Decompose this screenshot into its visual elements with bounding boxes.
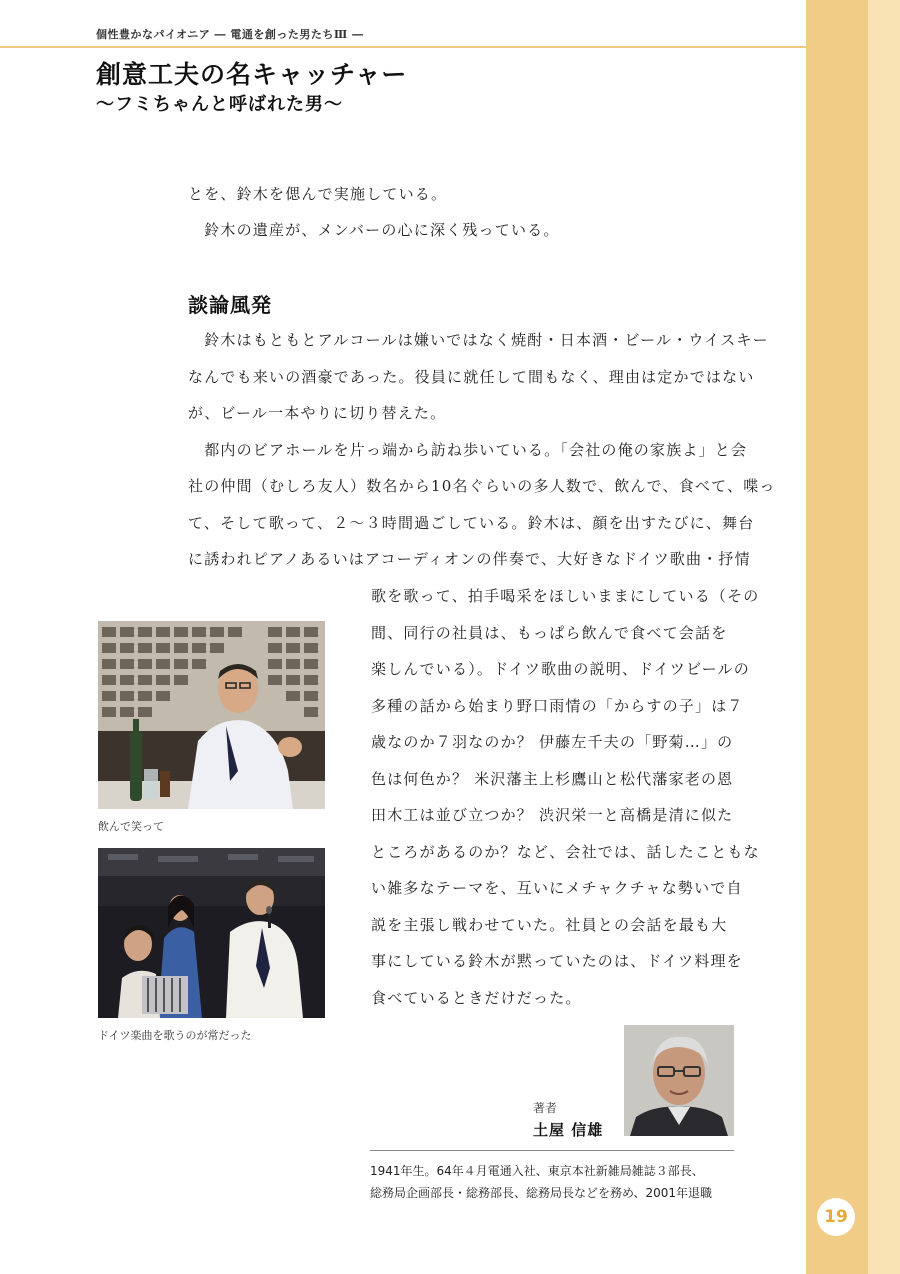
side-band-dark bbox=[806, 0, 868, 1274]
body-line: 歌を歌って、拍手喝采をほしいままにしている（その bbox=[371, 587, 760, 605]
body-line: 事にしている鈴木が黙っていたのは、ドイツ料理を bbox=[371, 952, 743, 970]
body-line: 色は何色か？ 米沢藩主上杉鷹山と松代藩家老の恩 bbox=[371, 770, 734, 788]
body-line: なんでも来いの酒豪であった。役員に就任して間もなく、理由は定かではない bbox=[188, 368, 755, 386]
photo-caption: 飲んで笑って bbox=[98, 820, 164, 833]
body-line: い雑多なテーマを、互いにメチャクチャな勢いで自 bbox=[371, 879, 743, 897]
body-line: 都内のビアホールを片っ端から訪ね歩いている。「会社の俺の家族よ」と会 bbox=[188, 441, 748, 459]
body-line: 歳なのか７羽なのか？ 伊藤左千夫の「野菊…」の bbox=[371, 733, 734, 751]
side-band-light bbox=[868, 0, 900, 1274]
article-subtitle: 〜フミちゃんと呼ばれた男〜 bbox=[96, 94, 343, 115]
article-title: 創意工夫の名キャッチャー bbox=[96, 60, 408, 89]
body-line: 食べているときだけだった。 bbox=[371, 989, 582, 1007]
photo-singing bbox=[98, 848, 325, 1018]
body-line: に誘われピアノあるいはアコーディオンの伴奏で、大好きなドイツ歌曲・抒情 bbox=[188, 550, 751, 568]
author-bio-line: 1941年生。64年４月電通入社、東京本社新雑局雑誌３部長、 bbox=[370, 1164, 704, 1178]
body-line: 田木工は並び立つか？ 渋沢栄一と高橋是清に似た bbox=[371, 806, 734, 824]
body-line: 説を主張し戦わせていた。社員との会話を最も大 bbox=[371, 916, 728, 934]
page-number: 19 bbox=[817, 1198, 855, 1236]
body-line: 鈴木はもともとアルコールは嫌いではなく焼酎・日本酒・ビール・ウイスキー bbox=[188, 331, 769, 349]
photo-caption: ドイツ楽曲を歌うのが常だった bbox=[98, 1029, 252, 1042]
intro-line: とを、鈴木を偲んで実施している。 bbox=[188, 185, 448, 203]
author-portrait bbox=[624, 1025, 734, 1136]
body-line: 多種の話から始まり野口雨情の「からすの子」は７ bbox=[371, 697, 744, 715]
author-label: 著者 bbox=[533, 1101, 558, 1115]
running-head: 個性豊かなパイオニア ― 電通を創った男たちⅢ ― bbox=[96, 28, 364, 41]
author-rule bbox=[370, 1150, 734, 1151]
author-bio-line: 総務局企画部長・総務部長、総務局長などを務め、2001年退職 bbox=[370, 1186, 713, 1200]
body-line: ところがあるのか？など、会社では、話したこともな bbox=[371, 843, 760, 861]
body-line: 間、同行の社員は、もっぱら飲んで食べて会話を bbox=[371, 624, 728, 642]
intro-line: 鈴木の遺産が、メンバーの心に深く残っている。 bbox=[188, 221, 560, 239]
body-line: 楽しんでいる）。ドイツ歌曲の説明、ドイツビールの bbox=[371, 660, 750, 678]
section-heading: 談論風発 bbox=[188, 293, 272, 317]
body-line: 社の仲間（むしろ友人）数名から10名ぐらいの多人数で、飲んで、食べて、喋っ bbox=[188, 477, 776, 495]
photo-beer-hall bbox=[98, 621, 325, 809]
body-line: て、そして歌って、２〜３時間過ごしている。鈴木は、顔を出すたびに、舞台 bbox=[188, 514, 755, 532]
body-line: が、ビール一本やりに切り替えた。 bbox=[188, 404, 447, 422]
author-name: 土屋 信雄 bbox=[533, 1121, 604, 1139]
header-rule bbox=[0, 46, 806, 48]
